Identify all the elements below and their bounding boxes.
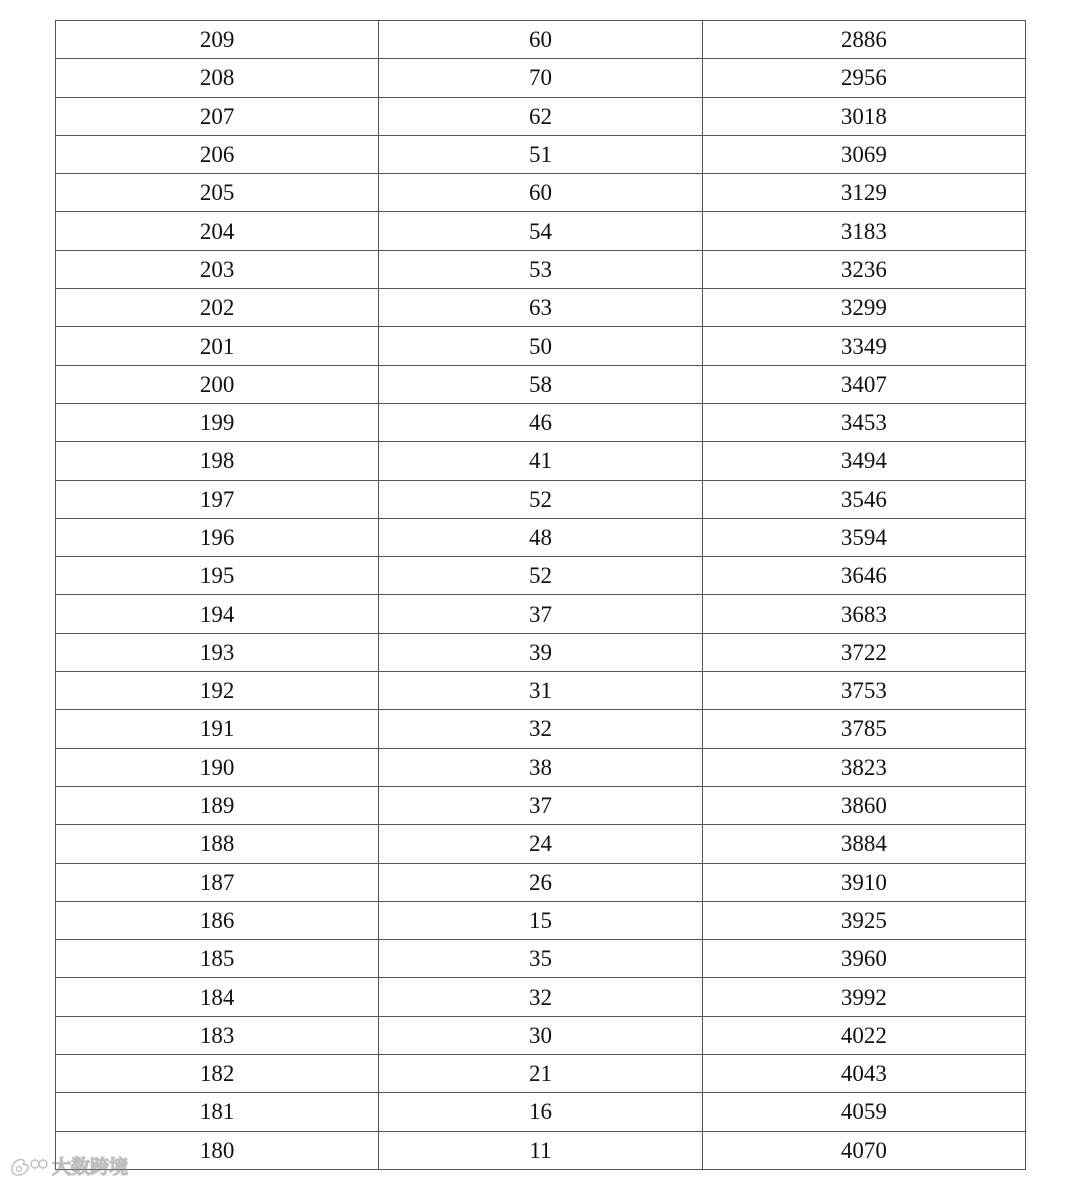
table-cell: 2956 (702, 59, 1025, 97)
table-row (56, 97, 1026, 135)
table-cell: 184 (56, 978, 379, 1016)
table-cell: 207 (56, 97, 379, 135)
weibo-logo-icon (8, 1153, 48, 1179)
table-cell: 35 (379, 940, 702, 978)
table-cell: 3546 (702, 480, 1025, 518)
table-cell: 188 (56, 825, 379, 863)
table-row (56, 480, 1026, 518)
table-cell: 60 (379, 21, 702, 59)
table-cell: 3349 (702, 327, 1025, 365)
table-cell: 4070 (702, 1131, 1025, 1169)
table-row (56, 327, 1026, 365)
table-cell: 52 (379, 557, 702, 595)
table-cell: 38 (379, 748, 702, 786)
table-cell: 3299 (702, 289, 1025, 327)
table-cell: 3069 (702, 135, 1025, 173)
table-cell: 189 (56, 786, 379, 824)
table-row (56, 1016, 1026, 1054)
table-cell: 3646 (702, 557, 1025, 595)
table-row (56, 672, 1026, 710)
table-cell: 52 (379, 480, 702, 518)
table-cell: 39 (379, 633, 702, 671)
table-cell: 198 (56, 442, 379, 480)
table-cell: 3860 (702, 786, 1025, 824)
table-cell: 199 (56, 403, 379, 441)
table-cell: 205 (56, 174, 379, 212)
table-cell: 3236 (702, 250, 1025, 288)
table-cell: 60 (379, 174, 702, 212)
table-cell: 62 (379, 97, 702, 135)
table-row (56, 901, 1026, 939)
table-cell: 182 (56, 1055, 379, 1093)
table-cell: 53 (379, 250, 702, 288)
table-row (56, 21, 1026, 59)
table-row (56, 1055, 1026, 1093)
table-cell: 3594 (702, 518, 1025, 556)
table-cell: 3407 (702, 365, 1025, 403)
table-cell: 41 (379, 442, 702, 480)
table-cell: 4022 (702, 1016, 1025, 1054)
table-cell: 197 (56, 480, 379, 518)
table-row (56, 1093, 1026, 1131)
table-cell: 3722 (702, 633, 1025, 671)
table-cell: 32 (379, 978, 702, 1016)
table-row (56, 863, 1026, 901)
table-cell: 201 (56, 327, 379, 365)
table-row (56, 748, 1026, 786)
table-cell: 3884 (702, 825, 1025, 863)
score-table (55, 20, 1026, 1170)
table-cell: 3925 (702, 901, 1025, 939)
table-cell: 191 (56, 710, 379, 748)
table-cell: 3129 (702, 174, 1025, 212)
table-cell: 3494 (702, 442, 1025, 480)
table-cell: 37 (379, 786, 702, 824)
table-cell: 54 (379, 212, 702, 250)
table-row (56, 786, 1026, 824)
table-row (56, 1131, 1026, 1169)
table-cell: 3992 (702, 978, 1025, 1016)
table-row (56, 250, 1026, 288)
table-cell: 187 (56, 863, 379, 901)
table-cell: 30 (379, 1016, 702, 1054)
table-cell: 203 (56, 250, 379, 288)
table-row (56, 710, 1026, 748)
table-cell: 70 (379, 59, 702, 97)
table-cell: 3183 (702, 212, 1025, 250)
table-cell: 4043 (702, 1055, 1025, 1093)
table-cell: 15 (379, 901, 702, 939)
table-cell: 3910 (702, 863, 1025, 901)
table-cell: 183 (56, 1016, 379, 1054)
table-row (56, 174, 1026, 212)
table-cell: 26 (379, 863, 702, 901)
table-cell: 196 (56, 518, 379, 556)
table-cell: 3018 (702, 97, 1025, 135)
table-row (56, 595, 1026, 633)
table-cell: 200 (56, 365, 379, 403)
table-cell: 208 (56, 59, 379, 97)
table-row (56, 557, 1026, 595)
table-cell: 24 (379, 825, 702, 863)
table-body (56, 21, 1026, 1170)
table-cell: 194 (56, 595, 379, 633)
table-cell: 50 (379, 327, 702, 365)
table-cell: 4059 (702, 1093, 1025, 1131)
table-cell: 181 (56, 1093, 379, 1131)
table-cell: 48 (379, 518, 702, 556)
table-row (56, 289, 1026, 327)
table-row (56, 135, 1026, 173)
table-cell: 204 (56, 212, 379, 250)
table-cell: 186 (56, 901, 379, 939)
table-row (56, 365, 1026, 403)
table-cell: 63 (379, 289, 702, 327)
table-row (56, 59, 1026, 97)
table-cell: 190 (56, 748, 379, 786)
table-cell: 209 (56, 21, 379, 59)
table-cell: 3785 (702, 710, 1025, 748)
table-cell: 31 (379, 672, 702, 710)
table-cell: 3683 (702, 595, 1025, 633)
table-cell: 195 (56, 557, 379, 595)
table-row (56, 518, 1026, 556)
table-cell: 206 (56, 135, 379, 173)
table-cell: 2886 (702, 21, 1025, 59)
table-row (56, 633, 1026, 671)
table-cell: 46 (379, 403, 702, 441)
table-cell: 193 (56, 633, 379, 671)
table-cell: 51 (379, 135, 702, 173)
table-cell: 202 (56, 289, 379, 327)
table-cell: 21 (379, 1055, 702, 1093)
table-cell: 3960 (702, 940, 1025, 978)
watermark-text: 大数跨境 (52, 1156, 129, 1178)
table-row (56, 978, 1026, 1016)
table-row (56, 825, 1026, 863)
table-cell: 192 (56, 672, 379, 710)
table-cell: 58 (379, 365, 702, 403)
table-cell: 3453 (702, 403, 1025, 441)
table-row (56, 212, 1026, 250)
table-cell: 3753 (702, 672, 1025, 710)
table-row (56, 442, 1026, 480)
table-row (56, 940, 1026, 978)
table-row (56, 403, 1026, 441)
table-cell: 185 (56, 940, 379, 978)
table-cell: 11 (379, 1131, 702, 1169)
table-cell: 3823 (702, 748, 1025, 786)
table-cell: 37 (379, 595, 702, 633)
table-cell: 16 (379, 1093, 702, 1131)
table-cell: 180 (56, 1131, 379, 1169)
table-cell: 32 (379, 710, 702, 748)
